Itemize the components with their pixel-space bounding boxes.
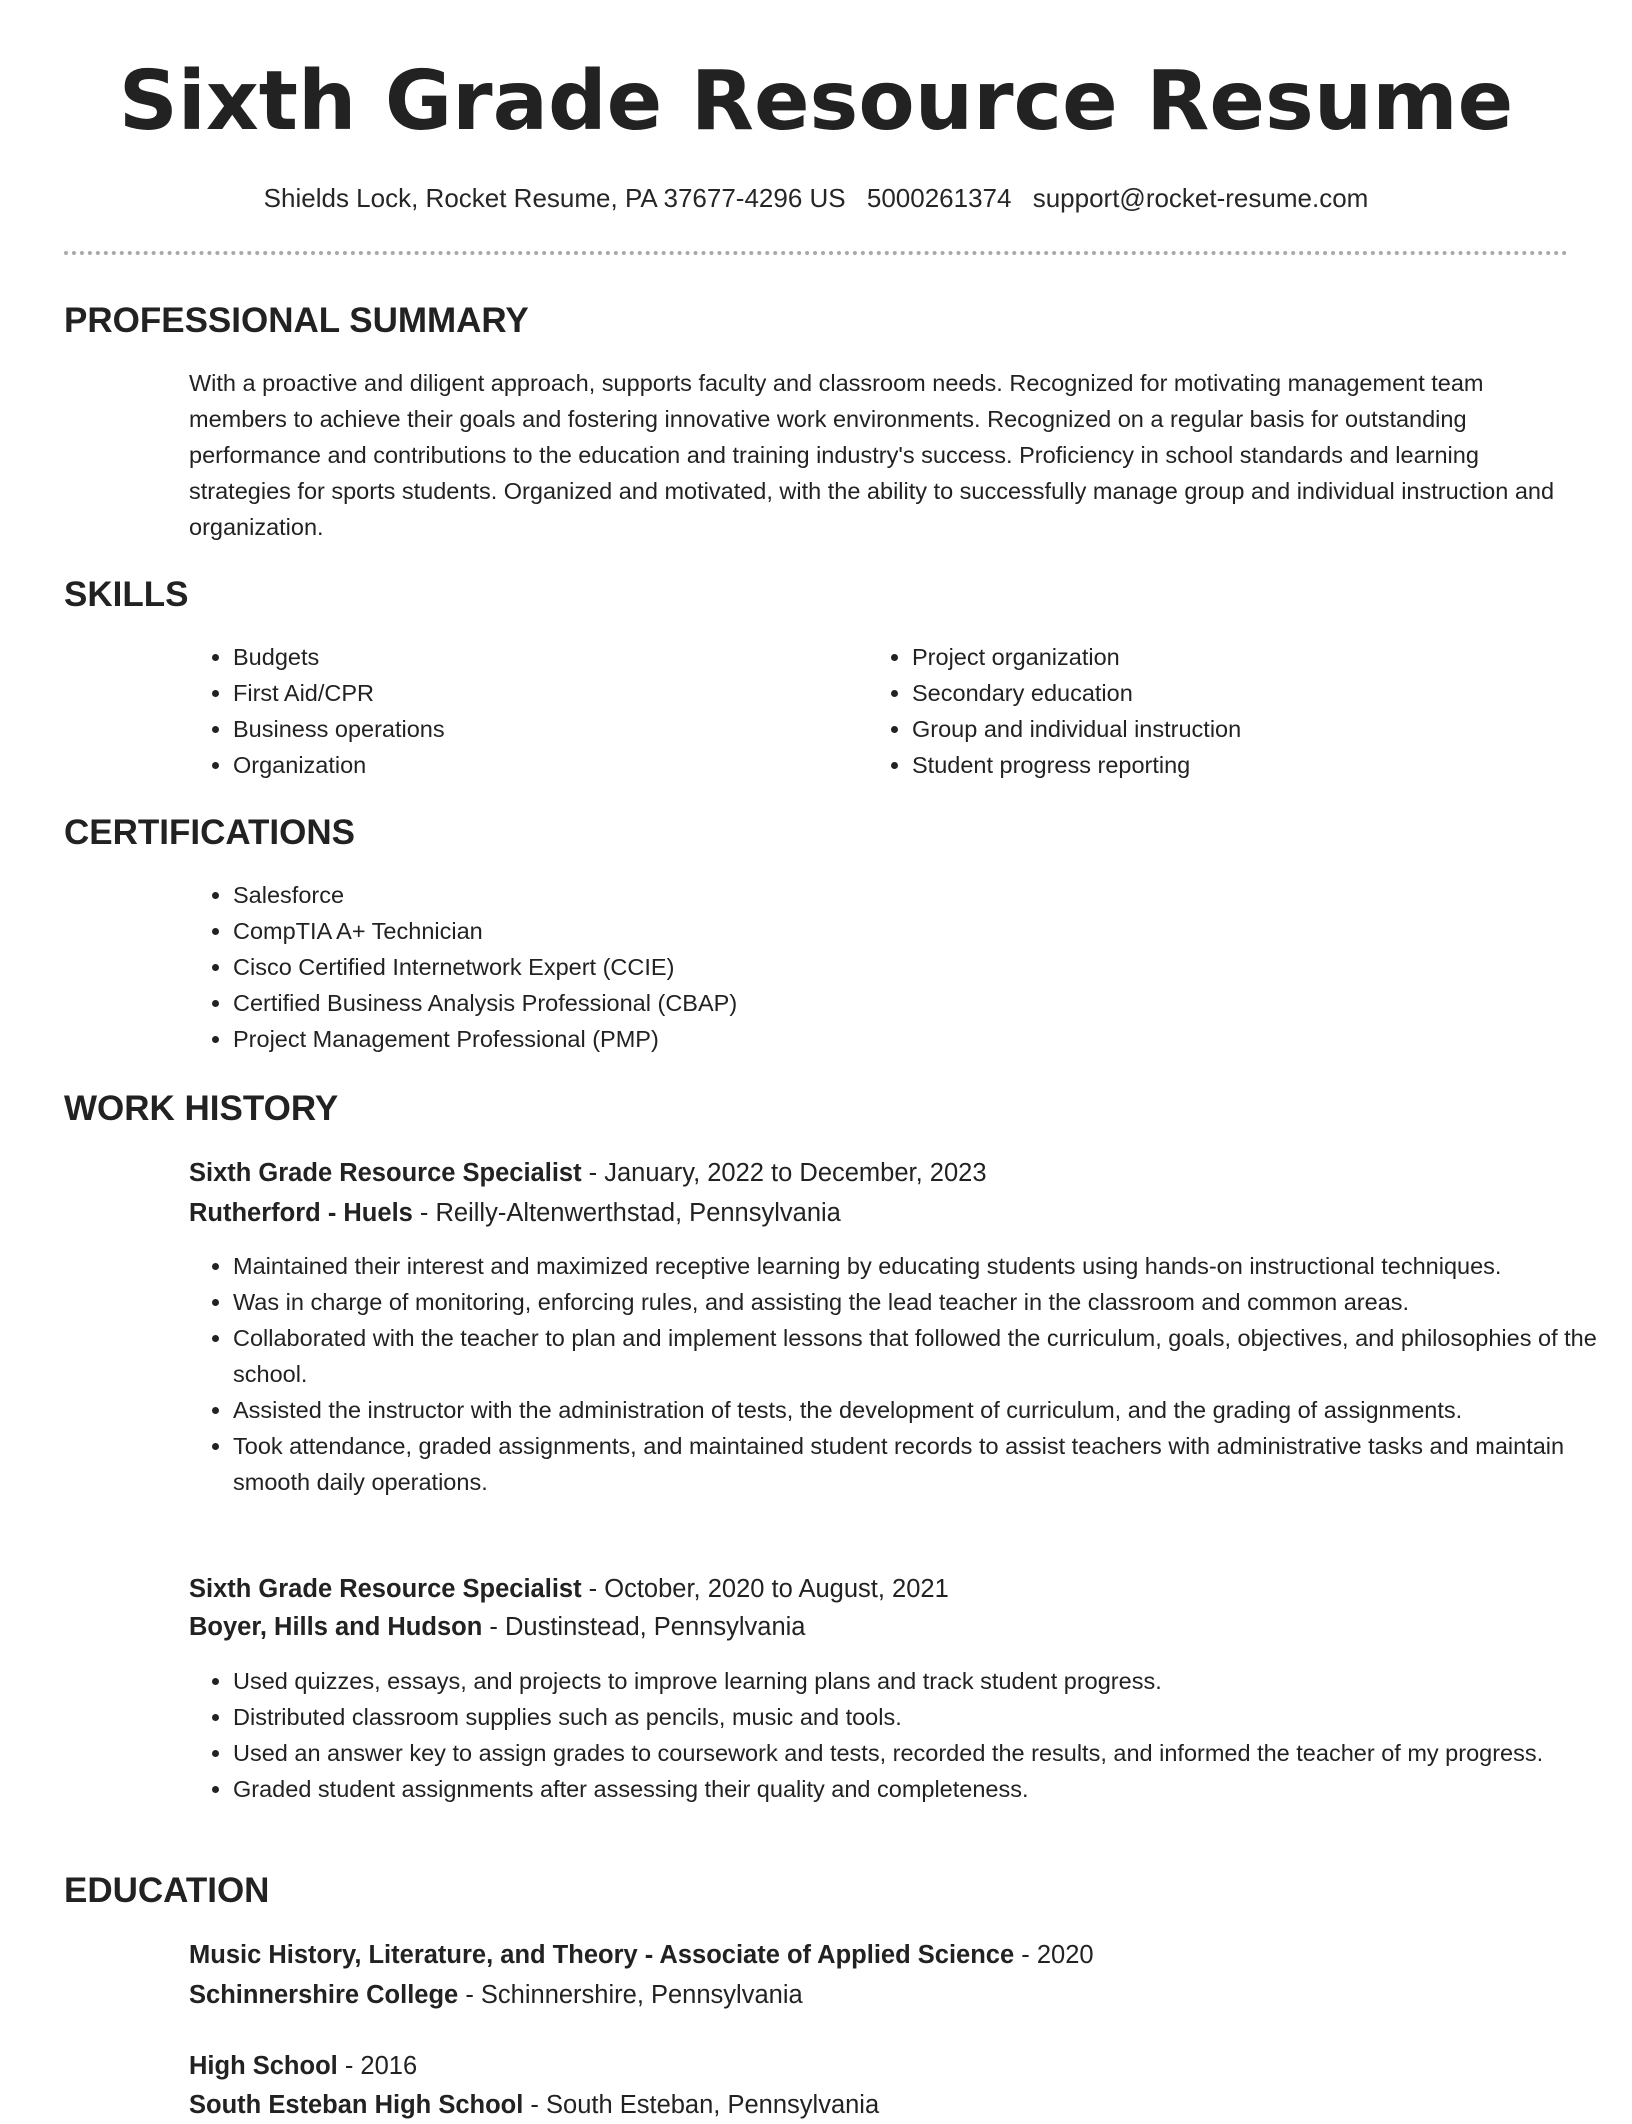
job-company: Boyer, Hills and Hudson [189,1613,483,1641]
job-bullet: • Collaborated with the teacher to plan and implement lessons that followed the curriculum, goals, objectives, and philosophies of the school. [233,1320,1613,1392]
education-location: - Schinnershire, Pennsylvania [458,1981,803,2009]
skills-list-right [868,639,1562,783]
certifications-list [189,877,1533,1057]
education-school-line [189,2086,879,2124]
certification-item: • Cisco Certified Internetwork Expert (CCIE) [233,949,1533,985]
certification-item: • CompTIA A+ Technician [233,913,1533,949]
education-year: - 2016 [337,2052,418,2080]
job-location: - Dustinstead, Pennsylvania [482,1613,806,1641]
contact-phone: 5000261374 [866,183,1012,213]
job-bullet: • Used an answer key to assign grades to coursework and tests, recorded the results, and informed the teacher of my progress. [233,1735,1613,1771]
education-school: Schinnershire College [189,1981,459,2009]
job-bullets [189,1248,1613,1500]
skill-item: • Organization [233,747,833,783]
job-bullet: • Assisted the instructor with the administration of tests, the development of curriculum, and the grading of assignments. [233,1392,1613,1428]
education-year: - 2020 [1014,1941,1094,1969]
job-title-line [189,1570,949,1608]
skill-item: • First Aid/CPR [233,675,833,711]
job-bullet: • Distributed classroom supplies such as pencils, music and tools. [233,1699,1613,1735]
job-bullet: • Maintained their interest and maximized receptive learning by educating students using hands-on instructional techniques. [233,1248,1613,1284]
education-degree-line [189,2047,417,2085]
job-bullet: • Took attendance, graded assignments, and maintained student records to assist teachers with administrative tasks and maintain smooth daily operations. [233,1428,1613,1500]
job-bullet: • Used quizzes, essays, and projects to improve learning plans and track student progress. [233,1663,1613,1699]
section-heading-summary: PROFESSIONAL SUMMARY [64,301,529,340]
certification-item: • Project Management Professional (PMP) [233,1021,1533,1057]
job-company-line [189,1608,805,1646]
section-heading-work-history: WORK HISTORY [64,1089,339,1128]
section-heading-certifications: CERTIFICATIONS [64,813,356,852]
skill-item: • Budgets [233,639,833,675]
education-location: - South Esteban, Pennsylvania [523,2091,880,2119]
job-bullet: • Graded student assignments after assessing their quality and completeness. [233,1771,1613,1807]
contact-info [0,180,1632,216]
contact-address: Shields Lock, Rocket Resume, PA 37677-4296 US [263,183,846,213]
resume-title: Sixth Grade Resource Resume [118,54,1514,149]
job-bullets [189,1663,1613,1807]
education-degree: Music History, Literature, and Theory - Associate of Applied Science [189,1941,1015,1969]
certification-item: • Certified Business Analysis Professional (CBAP) [233,985,1533,1021]
job-dates: - January, 2022 to December, 2023 [581,1159,987,1187]
job-title: Sixth Grade Resource Specialist [189,1159,582,1187]
section-heading-skills: SKILLS [64,575,189,614]
job-company-line [189,1194,841,1232]
summary-text: With a proactive and diligent approach, supports faculty and classroom needs. Recognized for motivating management team members to achieve their goals and fostering innovative work environments. Recognized on a regular basis for outstanding performance and contributions to the education and training industry's success. Proficiency in school standards and learning strategies for sports students. Organized and motivated, with the ability to successfully manage group and individual instruction and organization. [189,370,1555,540]
section-heading-education: EDUCATION [64,1871,270,1910]
skill-item: • Student progress reporting [912,747,1562,783]
job-bullet: • Was in charge of monitoring, enforcing rules, and assisting the lead teacher in the classroom and common areas. [233,1284,1613,1320]
job-company: Rutherford - Huels [189,1199,413,1227]
education-degree-line [189,1936,1094,1974]
skill-item: • Business operations [233,711,833,747]
job-dates: - October, 2020 to August, 2021 [581,1575,949,1603]
contact-email[interactable]: support@rocket-resume.com [1032,183,1369,213]
skills-list-left [189,639,833,783]
skill-item: • Project organization [912,639,1562,675]
education-school: South Esteban High School [189,2091,524,2119]
education-school-line [189,1976,803,2014]
education-degree: High School [189,2052,338,2080]
job-title: Sixth Grade Resource Specialist [189,1575,582,1603]
skill-item: • Secondary education [912,675,1562,711]
certification-item: • Salesforce [233,877,1533,913]
header-divider [64,251,1568,255]
skill-item: • Group and individual instruction [912,711,1562,747]
job-location: - Reilly-Altenwerthstad, Pennsylvania [412,1199,841,1227]
job-title-line [189,1154,987,1192]
